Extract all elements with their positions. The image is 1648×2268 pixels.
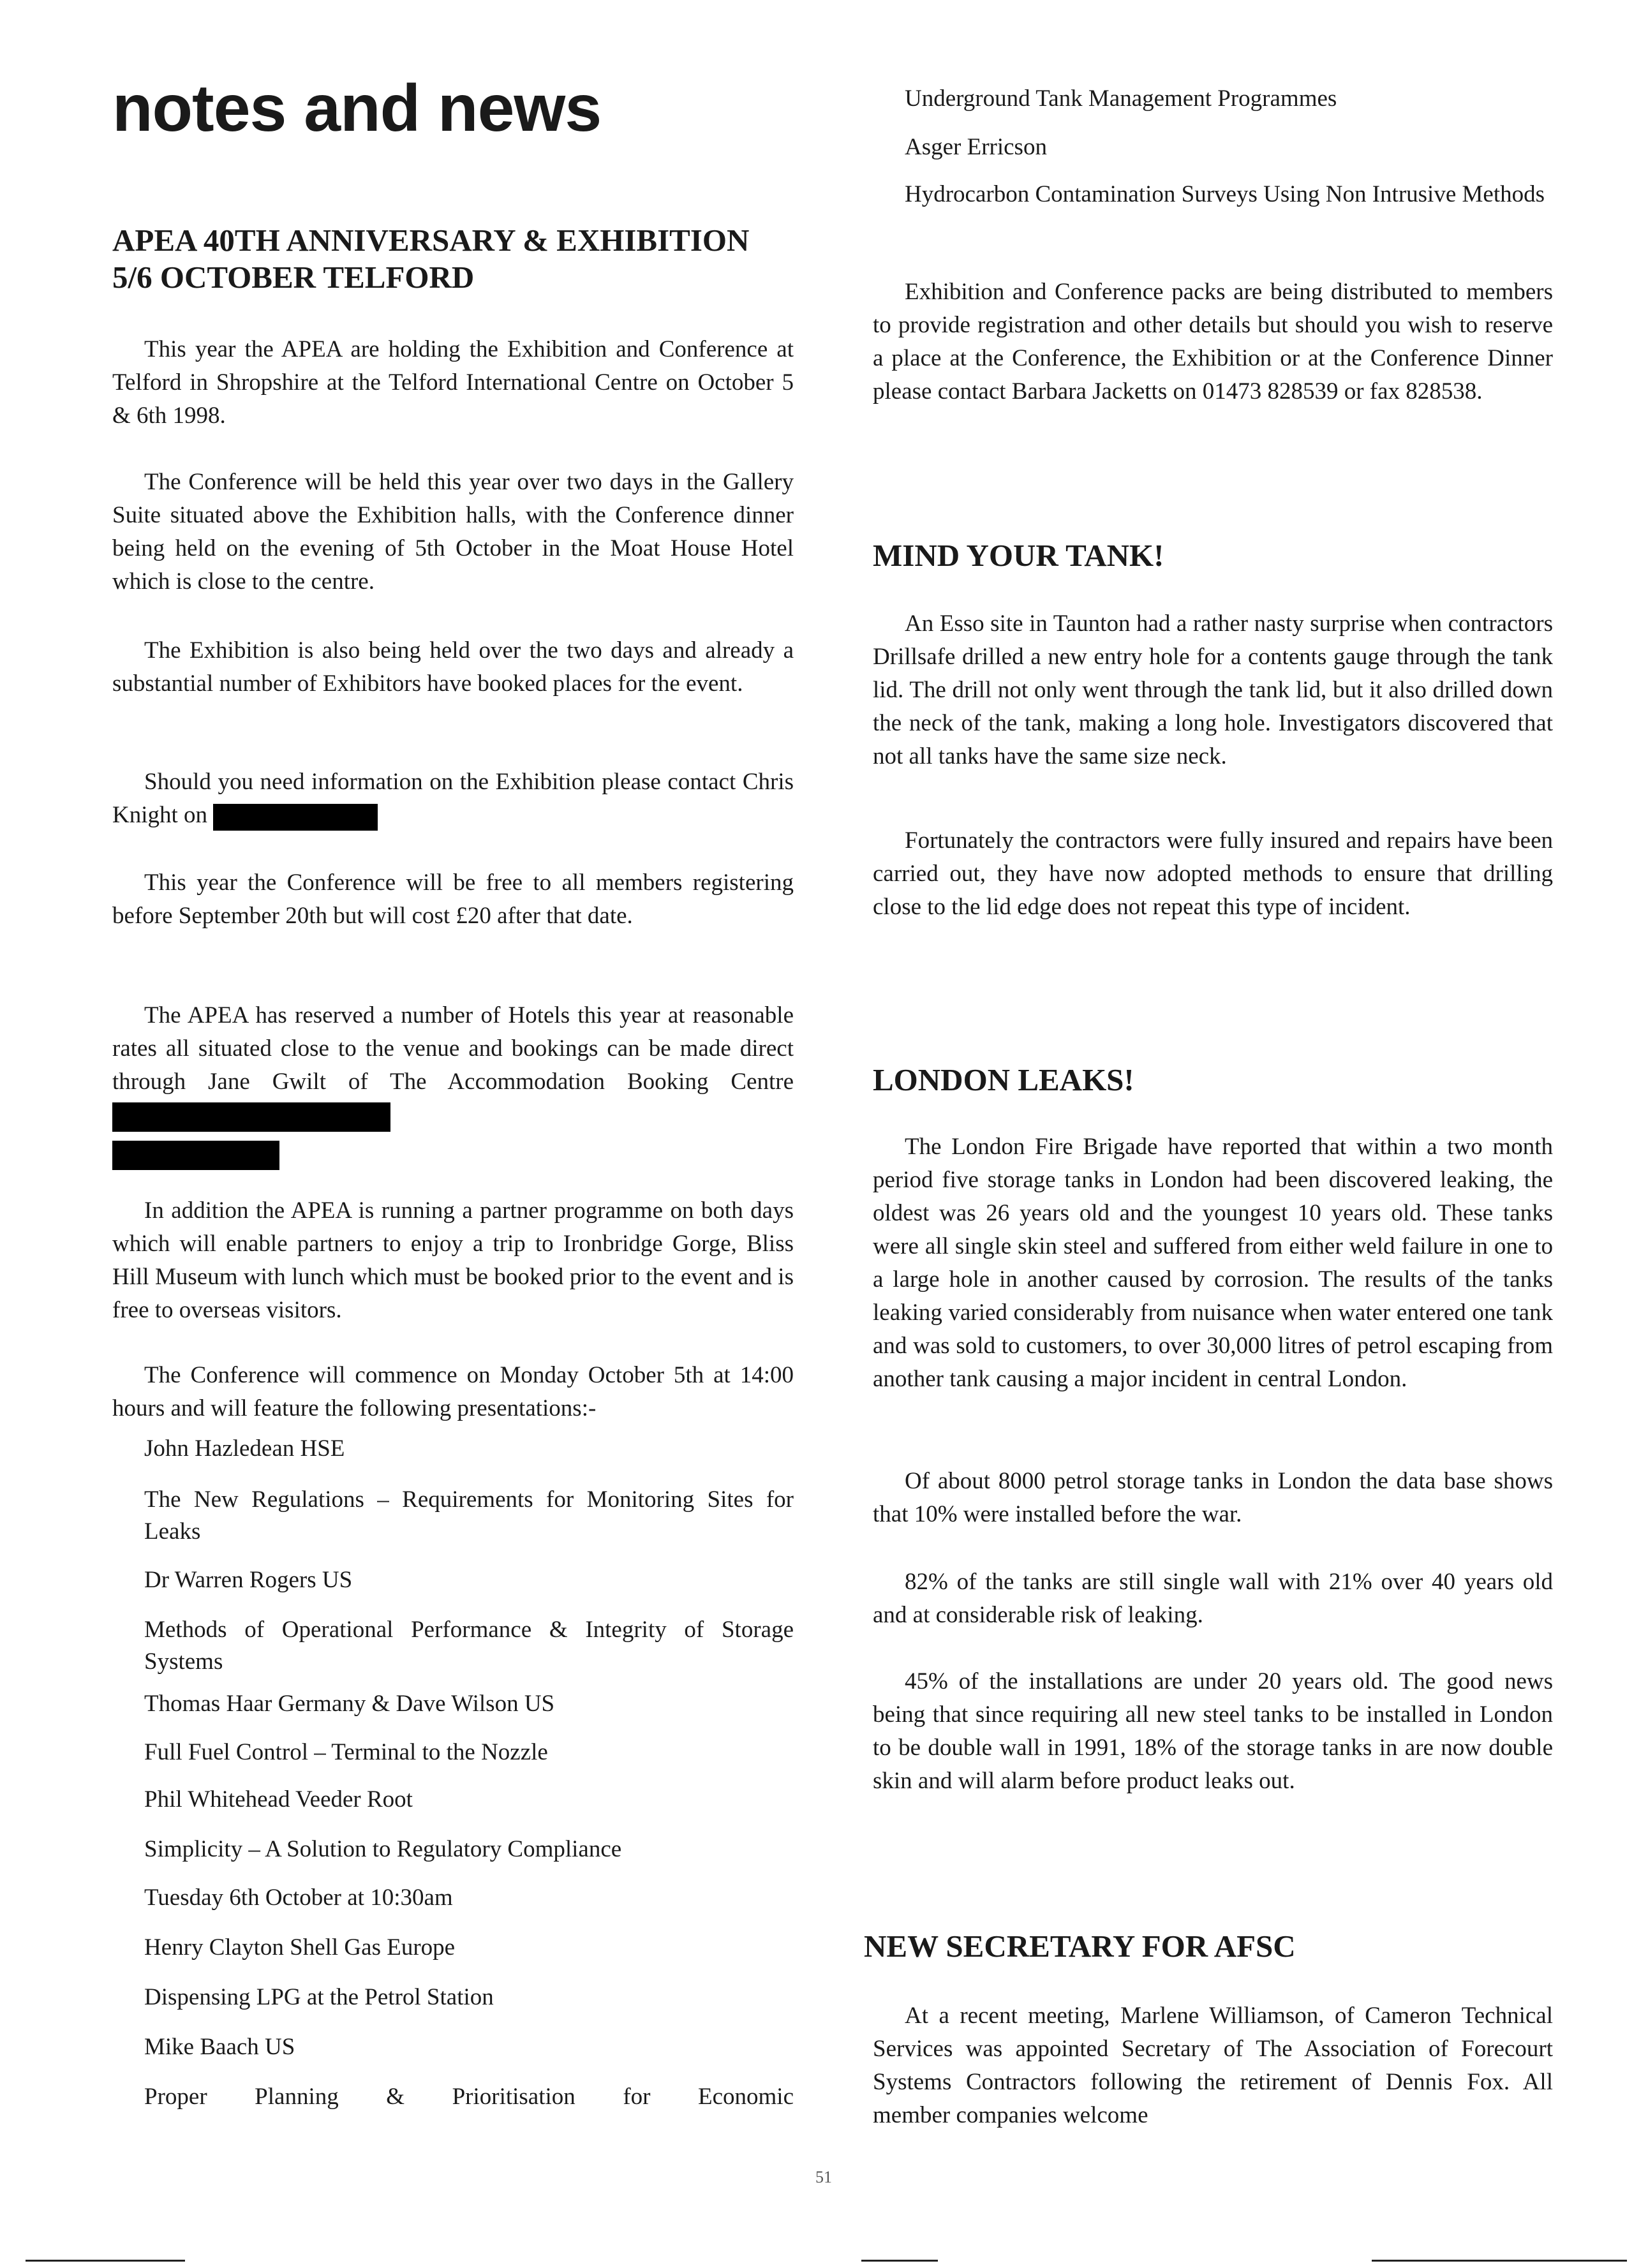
page-number: 51	[815, 2168, 832, 2186]
bottom-rule	[1372, 2260, 1627, 2262]
redaction-bar	[213, 804, 378, 831]
programme-item: Simplicity – A Solution to Regulatory Compliance	[144, 1836, 622, 1862]
london-paragraph-4: 45% of the installations are under 20 years old. The good news being that since requiring all new steel tanks to be installed in London to be double wall in 1991, 18% of the storage tanks in are now double skin and will alarm before product leaks out.	[873, 1668, 1553, 1794]
apea-paragraph-6	[112, 999, 794, 1170]
packs-paragraph: Exhibition and Conference packs are being distributed to members to provide registration and other details but should you wish to reserve a place at the Conference, the Exhibition or at the Conference Dinner please contact Barbara Jacketts on 01473 828539 or fax 828538.	[873, 279, 1553, 404]
bottom-rule	[861, 2260, 938, 2262]
contact-text: Should you need information on the Exhibition please contact Chris Knight on	[112, 769, 794, 828]
programme-item: The New Regulations – Requirements for Monitoring Sites for Leaks	[144, 1486, 794, 1545]
apea-paragraph-5: This year the Conference will be free to all members registering before September 20th but will cost £20 after that date.	[112, 870, 794, 929]
mind-paragraph-2: Fortunately the contractors were fully insured and repairs have been carried out, they have now adopted methods to ensure that drilling close to the lid edge does not repeat this type of incident.	[873, 827, 1553, 920]
programme-item: Full Fuel Control – Terminal to the Nozzle	[144, 1739, 548, 1765]
programme-item: Thomas Haar Germany & Dave Wilson US	[144, 1691, 555, 1717]
apea-heading-line2: 5/6 OCTOBER TELFORD	[112, 260, 475, 295]
programme-item: Mike Baach US	[144, 2034, 295, 2060]
programme-item: Underground Tank Management Programmes	[905, 85, 1337, 112]
london-leaks-heading: LONDON LEAKS!	[873, 1062, 1134, 1097]
redaction-bar	[112, 1141, 279, 1170]
apea-paragraph-3: The Exhibition is also being held over the two days and already a substantial number of Exhibitors have booked places for the event.	[112, 637, 794, 697]
london-paragraph-2: Of about 8000 petrol storage tanks in London the data base shows that 10% were installed before the war.	[873, 1468, 1553, 1527]
mind-your-tank-heading: MIND YOUR TANK!	[873, 538, 1164, 573]
masthead-title: notes and news	[112, 71, 602, 145]
programme-item: Tuesday 6th October at 10:30am	[144, 1885, 453, 1911]
apea-paragraph-7: In addition the APEA is running a partner programme on both days which will enable partners to enjoy a trip to Ironbridge Gorge, Bliss Hill Museum with lunch which must be booked prior to the event and is free to overseas visitors.	[112, 1197, 794, 1323]
mind-paragraph-1: An Esso site in Taunton had a rather nasty surprise when contractors Drillsafe drilled a new entry hole for a contents gauge through the tank lid. The drill not only went through the tank lid, but it also drilled down the neck of the tank, making a long hole. Investigators discovered that not all tanks have the same size neck.	[873, 611, 1553, 769]
apea-paragraph-2: The Conference will be held this year over two days in the Gallery Suite situated above the Exhibition halls, with the Conference dinner being held on the evening of 5th October in the Moat House Hotel which is close to the centre.	[112, 469, 794, 595]
apea-heading-line1: APEA 40TH ANNIVERSARY & EXHIBITION	[112, 223, 750, 258]
programme-item: Hydrocarbon Contamination Surveys Using Non Intrusive Methods	[905, 181, 1545, 207]
redaction-bar	[112, 1102, 390, 1132]
programme-item: Methods of Operational Performance & Integrity of Storage Systems	[144, 1617, 794, 1675]
apea-paragraph-4	[112, 766, 794, 832]
programme-item: Asger Erricson	[905, 134, 1047, 160]
bottom-rule	[26, 2260, 185, 2262]
apea-paragraph-1: This year the APEA are holding the Exhibition and Conference at Telford in Shropshire at the Telford International Centre on October 5 & 6th 1998.	[112, 336, 794, 429]
programme-item: Henry Clayton Shell Gas Europe	[144, 1934, 456, 1960]
london-paragraph-3: 82% of the tanks are still single wall with 21% over 40 years old and at considerable risk of leaking.	[873, 1569, 1553, 1628]
programme-item: Proper Planning & Prioritisation for Economic	[144, 2084, 794, 2110]
afsc-heading: NEW SECRETARY FOR AFSC	[864, 1929, 1296, 1964]
hotels-text: The APEA has reserved a number of Hotels this year at reasonable rates all situated close to the venue and bookings can be made direct through Jane Gwilt of The Accommodation Booking Centre	[112, 1002, 794, 1095]
programme-item: John Hazledean HSE	[144, 1435, 345, 1462]
programme-item: Dr Warren Rogers US	[144, 1567, 353, 1593]
programme-item: Phil Whitehead Veeder Root	[144, 1786, 413, 1812]
programme-item: Dispensing LPG at the Petrol Station	[144, 1984, 494, 2010]
afsc-paragraph: At a recent meeting, Marlene Williamson, of Cameron Technical Services was appointed Secretary of The Association of Forecourt Systems Contractors following the retirement of Dennis Fox. All member companies welcome	[873, 2003, 1553, 2128]
london-paragraph-1: The London Fire Brigade have reported that within a two month period five storage tanks in London had been discovered leaking, the oldest was 26 years old and the youngest 10 years old. These tanks were all single skin steel and suffered from either weld failure in one to a large hole in another caused by corrosion. The results of the tanks leaking varied considerably from nuisance when water entered one tank and was sold to customers, to over 30,000 litres of petrol escaping from another tank causing a major incident in central London.	[873, 1134, 1553, 1392]
apea-paragraph-8: The Conference will commence on Monday October 5th at 14:00 hours and will feature the following presentations:-	[112, 1362, 794, 1421]
